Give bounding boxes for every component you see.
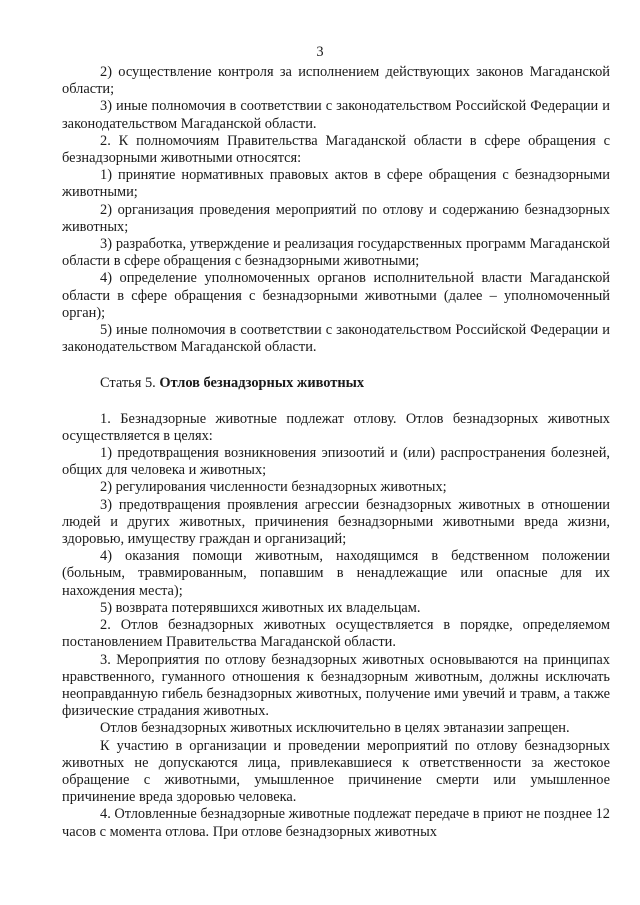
paragraph: 2. Отлов безнадзорных животных осуществляется в порядке, определяемом постановлением Правительства Магаданской области.	[62, 617, 610, 651]
paragraph: 4) определение уполномоченных органов исполнительной власти Магаданской области в сфере обращения с безнадзорными животными (далее – уполномоченный орган);	[62, 270, 610, 321]
paragraph: 2) осуществление контроля за исполнением действующих законов Магаданской области;	[62, 64, 610, 98]
paragraph: К участию в организации и проведении мероприятий по отлову безнадзорных животных не допускаются лица, привлекавшиеся к ответственности за жестокое обращение с животными, умышленное причинение смерти или умышленное причинение вреда здоровью человека.	[62, 737, 610, 806]
article-title: Отлов безнадзорных животных	[159, 375, 365, 392]
paragraph: 1) предотвращения возникновения эпизоотий и (или) распространения болезней, общих для человека и животных;	[62, 445, 610, 479]
paragraph: 3. Мероприятия по отлову безнадзорных животных основываются на принципах нравственного, гуманного отношения к безнадзорным животным, должны исключать неоправданную гибель безнадзорных животных, получение ими увечий и травм, а также физические страдания животных.	[62, 651, 610, 720]
page-number: 3	[316, 44, 324, 60]
paragraph: 3) разработка, утверждение и реализация государственных программ Магаданской области в сфере обращения с безнадзорными животными;	[62, 236, 610, 270]
paragraph: 3) иные полномочия в соответствии с законодательством Российской Федерации и законодательством Магаданской области.	[62, 98, 610, 132]
paragraph: 5) возврата потерявшихся животных их владельцам.	[100, 599, 421, 616]
article-prefix: Статья 5.	[100, 375, 156, 392]
paragraph: 4) оказания помощи животным, находящимся в бедственном положении (больным, травмированным, попавшим в ненадлежащие или опасные для их нахождения места);	[62, 548, 610, 599]
document-body	[62, 64, 610, 841]
paragraph: Отлов безнадзорных животных исключительно в целях эвтаназии запрещен.	[100, 720, 570, 737]
paragraph: 2. К полномочиям Правительства Магаданской области в сфере обращения с безнадзорными животными относятся:	[62, 132, 610, 167]
paragraph: 1) принятие нормативных правовых актов в сфере обращения с безнадзорными животными;	[62, 167, 610, 201]
paragraph: 5) иные полномочия в соответствии с законодательством Российской Федерации и законодательством Магаданской области.	[62, 322, 610, 356]
paragraph: 3) предотвращения проявления агрессии безнадзорных животных в отношении людей и других животных, причинения безнадзорными животными вреда жизни, здоровью, имуществу граждан и организаций;	[62, 496, 610, 548]
paragraph: 4. Отловленные безнадзорные животные подлежат передаче в приют не позднее 12 часов с момента отлова. При отлове безнадзорных животных	[62, 806, 610, 840]
article-heading	[62, 375, 610, 392]
paragraph: 1. Безнадзорные животные подлежат отлову. Отлов безнадзорных животных осуществляется в целях:	[62, 410, 610, 444]
paragraph: 2) организация проведения мероприятий по отлову и содержанию безнадзорных животных;	[62, 201, 610, 235]
paragraph: 2) регулирования численности безнадзорных животных;	[100, 479, 447, 496]
